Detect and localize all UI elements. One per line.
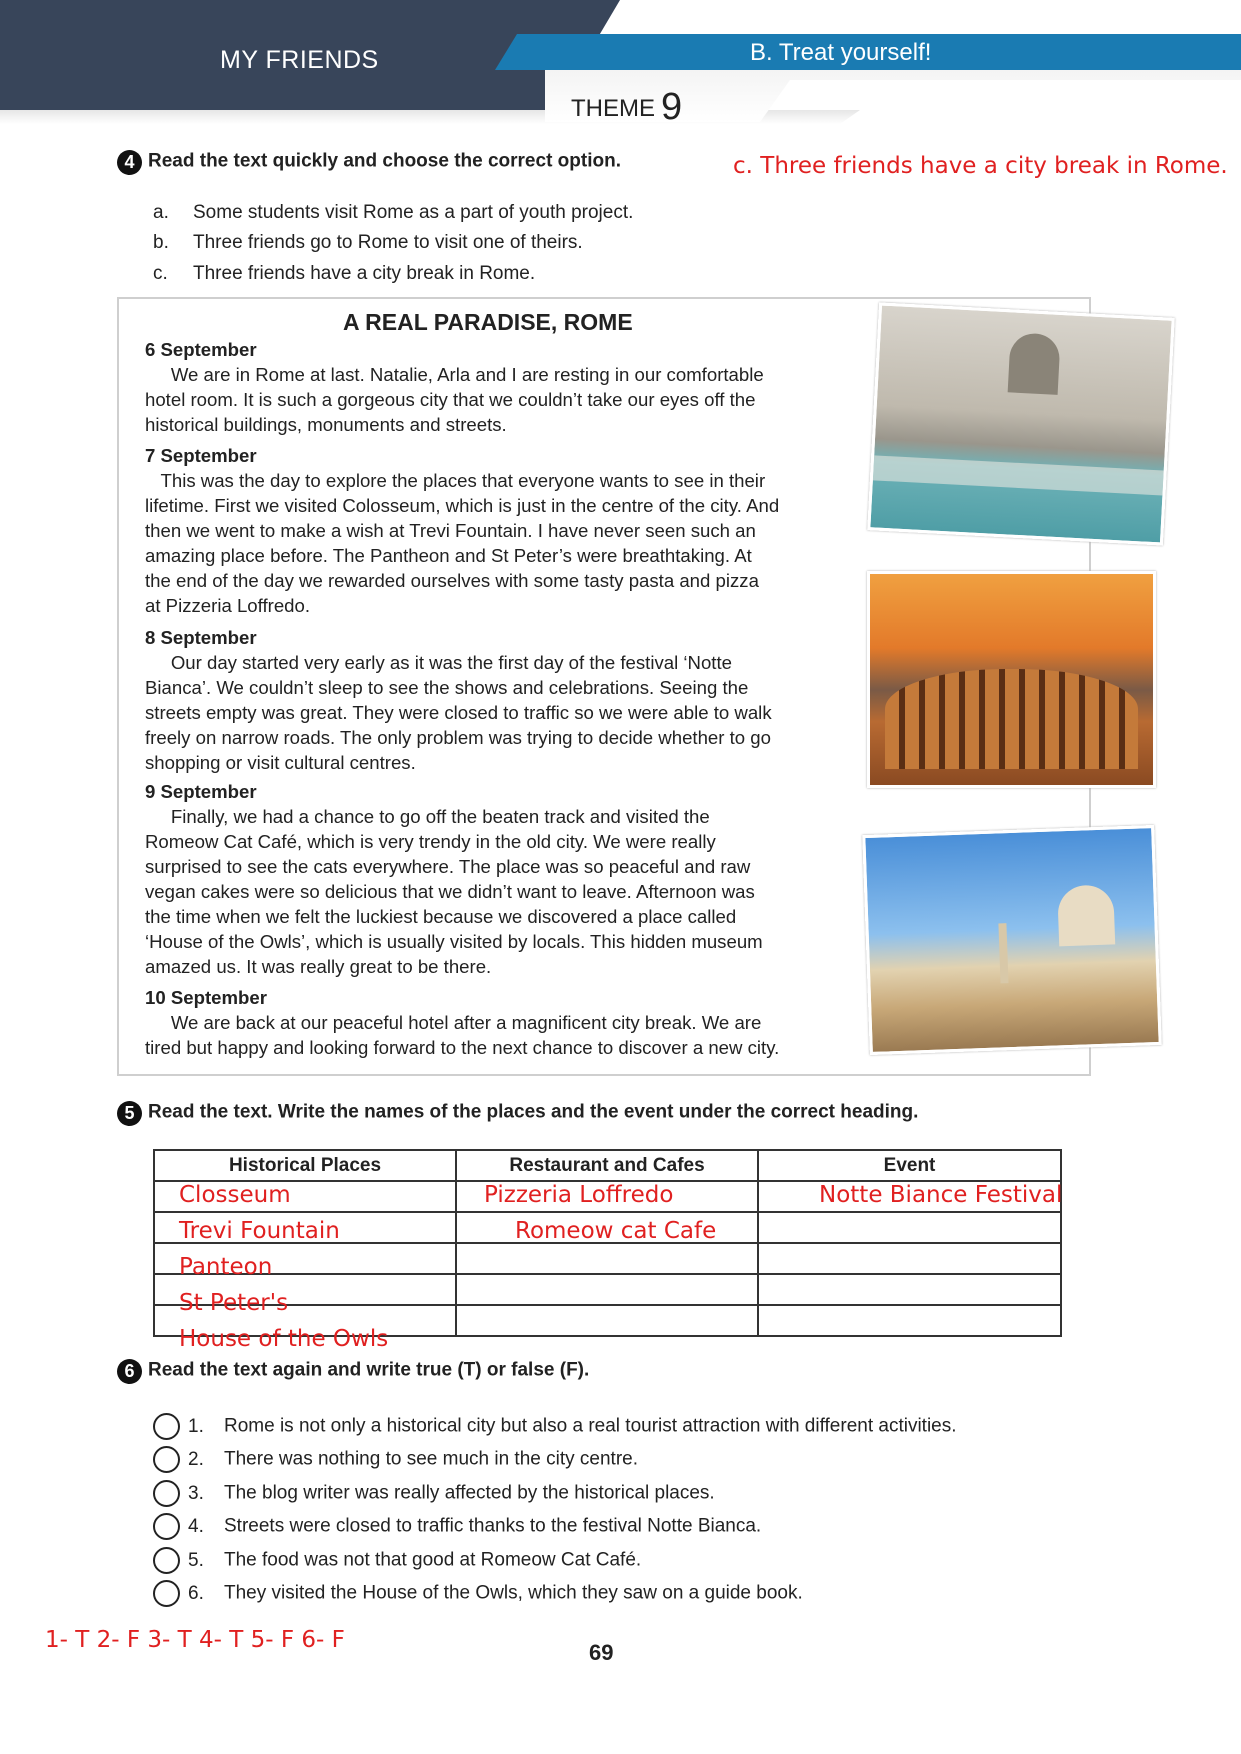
diary-entry (145, 625, 772, 775)
dome (1057, 884, 1115, 946)
entry-line: amazed us. It was really great to be there. (145, 956, 492, 977)
item-text: The food was not that good at Romeow Cat Café. (224, 1549, 642, 1571)
diary-entry (145, 985, 779, 1060)
q4-heading (117, 150, 621, 175)
answer-restaurant-2: Romeow cat Cafe (515, 1218, 717, 1244)
passage-title: A REAL PARADISE, ROME (343, 309, 633, 335)
q4-answer: c. Three friends have a city break in Rome. (733, 153, 1228, 179)
colosseum-arches (885, 669, 1138, 769)
cell[interactable] (758, 1243, 1061, 1274)
cell[interactable] (456, 1243, 758, 1274)
item-number: 1. (188, 1415, 204, 1437)
entry-line: surprised to see the cats everywhere. The place was so peaceful and raw (145, 856, 751, 877)
entry-line: streets empty was great. They were closed to traffic so we were able to walk (145, 702, 772, 723)
unit-title: MY FRIENDS (220, 46, 379, 74)
item-number: 5. (188, 1549, 204, 1571)
trevi-fountain-photo (867, 302, 1175, 545)
page-number: 69 (589, 1640, 614, 1665)
answer-historical-3: Panteon (179, 1254, 273, 1280)
item-text: The blog writer was really affected by the historical places. (224, 1482, 715, 1504)
entry-line: tired but happy and looking forward to the next chance to discover a new city. (145, 1037, 780, 1058)
q4-option-a (153, 202, 633, 224)
answer-historical-1: Closseum (179, 1182, 291, 1208)
q6-answers: 1- T 2- F 3- T 4- T 5- F 6- F (45, 1627, 345, 1653)
fountain-arch (1008, 332, 1061, 395)
entry-line: Finally, we had a chance to go off the beaten track and visited the (145, 806, 710, 827)
item-number: 2. (188, 1448, 204, 1470)
entry-date: 6 September (145, 339, 257, 360)
table-row (154, 1243, 1061, 1274)
header-event: Event (758, 1150, 1061, 1181)
answer-historical-4: St Peter's (179, 1290, 289, 1316)
item-text: Streets were closed to traffic thanks to the festival Notte Bianca. (224, 1515, 762, 1537)
entry-date: 10 September (145, 987, 267, 1008)
entry-line: ‘House of the Owls’, which is usually visited by locals. This hidden museum (145, 931, 763, 952)
theme-label (571, 86, 682, 129)
q4-number: 4 (117, 150, 142, 175)
entry-line: amazing place before. The Pantheon and St Peter’s were breathtaking. At (145, 545, 752, 566)
diary-entry (145, 337, 764, 437)
rome-skyline-photo (862, 825, 1162, 1055)
fountain-water-spray (873, 455, 1164, 495)
entry-line: lifetime. First we visited Colosseum, which is just in the centre of the city. And (145, 495, 780, 516)
entry-line: We are back at our peaceful hotel after a magnificent city break. We are (145, 1012, 762, 1033)
item-number: 6. (188, 1582, 204, 1604)
entry-line: hotel room. It is such a gorgeous city that we couldn’t take our eyes off the (145, 389, 756, 410)
q4-option-b (153, 232, 583, 254)
option-text: Some students visit Rome as a part of youth project. (193, 202, 634, 223)
entry-line: the time when we felt the luckiest because we discovered a place called (145, 906, 737, 927)
colosseum-photo (867, 571, 1156, 788)
entry-line: Our day started very early as it was the first day of the festival ‘Notte (145, 652, 732, 673)
q4-option-c (153, 263, 535, 285)
true-false-item (153, 1446, 638, 1473)
answer-event-1: Notte Biance Festival (819, 1182, 1063, 1208)
true-false-item (153, 1580, 803, 1607)
q5-heading (117, 1101, 918, 1126)
table-row (154, 1274, 1061, 1305)
entry-line: Romeow Cat Café, which is very trendy in the old city. We were really (145, 831, 716, 852)
q5-number: 5 (117, 1101, 142, 1126)
option-text: Three friends have a city break in Rome. (193, 263, 536, 284)
answer-circle[interactable] (153, 1480, 180, 1507)
entry-line: Bianca’. We couldn’t sleep to see the shows and celebrations. Seeing the (145, 677, 749, 698)
entry-line: historical buildings, monuments and streets. (145, 414, 507, 435)
item-text: There was nothing to see much in the city centre. (224, 1448, 638, 1470)
header-restaurants: Restaurant and Cafes (456, 1150, 758, 1181)
answer-historical-5: House of the Owls (179, 1326, 389, 1352)
column (998, 923, 1008, 983)
true-false-item (153, 1480, 715, 1507)
entry-line: This was the day to explore the places that everyone wants to see in their (145, 470, 766, 491)
answer-circle[interactable] (153, 1580, 180, 1607)
entry-date: 8 September (145, 627, 257, 648)
option-text: Three friends go to Rome to visit one of theirs. (193, 232, 583, 253)
cell[interactable] (758, 1274, 1061, 1305)
entry-date: 9 September (145, 781, 257, 802)
true-false-item (153, 1547, 641, 1574)
q5-instruction: Read the text. Write the names of the places and the event under the correct heading. (148, 1101, 919, 1123)
entry-line: at Pizzeria Loffredo. (145, 595, 311, 616)
true-false-item (153, 1513, 761, 1540)
entry-line: freely on narrow roads. The only problem was trying to decide whether to go (145, 727, 771, 748)
answer-restaurant-1: Pizzeria Loffredo (484, 1182, 674, 1208)
section-title: B. Treat yourself! (750, 39, 932, 66)
item-number: 3. (188, 1482, 204, 1504)
theme-text: THEME (571, 95, 655, 122)
q6-heading (117, 1359, 589, 1384)
q6-instruction: Read the text again and write true (T) or false (F). (148, 1359, 590, 1381)
answer-circle[interactable] (153, 1513, 180, 1540)
item-text: They visited the House of the Owls, which they saw on a guide book. (224, 1582, 803, 1604)
q4-instruction: Read the text quickly and choose the correct option. (148, 150, 621, 172)
cell[interactable] (758, 1305, 1061, 1336)
entry-date: 7 September (145, 445, 257, 466)
option-letter: b. (153, 232, 169, 253)
diary-entry (145, 443, 779, 618)
entry-line: the end of the day we rewarded ourselves with some tasty pasta and pizza (145, 570, 759, 591)
entry-line: then we went to make a wish at Trevi Fountain. I have never seen such an (145, 520, 756, 541)
cell[interactable] (456, 1274, 758, 1305)
answer-circle[interactable] (153, 1446, 180, 1473)
header-historical: Historical Places (154, 1150, 456, 1181)
entry-line: We are in Rome at last. Natalie, Arla and I are resting in our comfortable (145, 364, 764, 385)
item-number: 4. (188, 1515, 204, 1537)
diary-entry (145, 779, 763, 979)
entry-line: shopping or visit cultural centres. (145, 752, 416, 773)
answer-circle[interactable] (153, 1413, 180, 1440)
answer-historical-2: Trevi Fountain (179, 1218, 340, 1244)
q6-number: 6 (117, 1359, 142, 1384)
item-text: Rome is not only a historical city but also a real tourist attraction with different activities. (224, 1415, 957, 1437)
option-letter: a. (153, 202, 169, 223)
true-false-item (153, 1413, 957, 1440)
cell[interactable] (758, 1212, 1061, 1243)
answer-circle[interactable] (153, 1547, 180, 1574)
option-letter: c. (153, 263, 168, 284)
cell[interactable] (456, 1305, 758, 1336)
theme-number: 9 (661, 86, 683, 128)
entry-line: vegan cakes were so delicious that we didn’t want to leave. Afternoon was (145, 881, 755, 902)
